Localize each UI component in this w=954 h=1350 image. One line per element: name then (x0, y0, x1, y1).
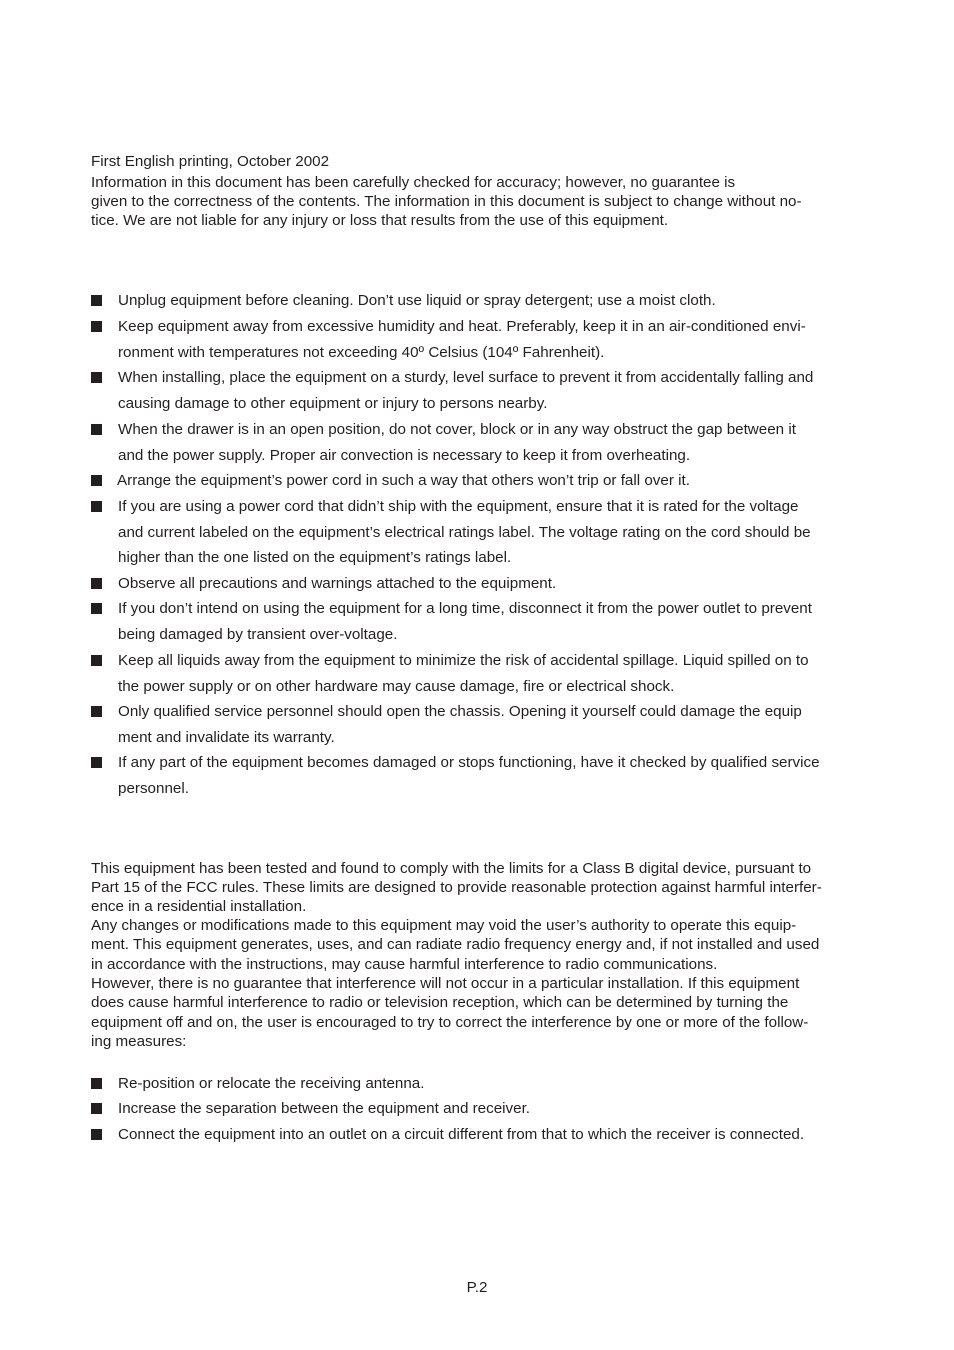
fcc-line: does cause harmful interference to radio or television reception, which can be determined by turning the (91, 994, 789, 1011)
list-item-text: Re-position or relocate the receiving antenna. (118, 1075, 425, 1092)
list-item-text: higher than the one listed on the equipment’s ratings label. (118, 549, 512, 567)
list-item-text: and current labeled on the equipment’s electrical ratings label. The voltage rating on the cord should be (118, 523, 811, 541)
list-item-text: Only qualified service personnel should open the chassis. Opening it yourself could damage the equip (118, 703, 802, 720)
square-bullet-icon (91, 1078, 102, 1089)
intro-line: tice. We are not liable for any injury or loss that results from the use of this equipment. (91, 212, 669, 229)
intro-line: given to the correctness of the contents. The information in this document is subject to change without no- (91, 193, 802, 210)
fcc-line: Any changes or modifications made to this equipment may void the user’s authority to operate this equip- (91, 917, 797, 934)
list-item-text: Observe all precautions and warnings attached to the equipment. (118, 575, 557, 592)
list-item-text: Unplug equipment before cleaning. Don’t use liquid or spray detergent; use a moist cloth. (118, 292, 716, 309)
list-item-text: being damaged by transient over-voltage. (118, 625, 398, 643)
fcc-line: Part 15 of the FCC rules. These limits are designed to provide reasonable protection against harmful interfer- (91, 879, 822, 896)
intro-line: First English printing, October 2002 (91, 153, 330, 170)
square-bullet-icon (91, 1129, 102, 1140)
list-item-text: If you are using a power cord that didn’t ship with the equipment, ensure that it is rated for the voltage (118, 498, 799, 515)
fcc-line: ing measures: (91, 1033, 187, 1050)
list-item-text: Keep equipment away from excessive humidity and heat. Preferably, keep it in an air-conditioned envi- (118, 318, 806, 335)
list-item-text: Increase the separation between the equipment and receiver. (118, 1100, 531, 1117)
list-item-text: causing damage to other equipment or injury to persons nearby. (118, 394, 548, 412)
square-bullet-icon (91, 578, 102, 589)
square-bullet-icon (91, 501, 102, 512)
list-item-text: If you don’t intend on using the equipment for a long time, disconnect it from the power outlet to prevent (118, 600, 812, 617)
list-item-text: ronment with temperatures not exceeding 40º Celsius (104º Fahrenheit). (118, 343, 605, 361)
fcc-line: This equipment has been tested and found to comply with the limits for a Class B digital device, pursuant to (91, 860, 812, 877)
intro-line: Information in this document has been carefully checked for accuracy; however, no guarantee is (91, 174, 736, 191)
square-bullet-icon (91, 295, 102, 306)
list-item-text: Connect the equipment into an outlet on a circuit different from that to which the receiver is connected. (118, 1126, 805, 1143)
list-item-text: Keep all liquids away from the equipment to minimize the risk of accidental spillage. Liquid spilled on to (118, 652, 809, 669)
square-bullet-icon (91, 372, 102, 383)
list-item-text: the power supply or on other hardware may cause damage, fire or electrical shock. (118, 677, 675, 695)
square-bullet-icon (91, 706, 102, 717)
fcc-line: ment. This equipment generates, uses, and can radiate radio frequency energy and, if not installed and used (91, 936, 820, 953)
square-bullet-icon (91, 655, 102, 666)
page-number: P.2 (466, 1279, 488, 1296)
list-item-text: and the power supply. Proper air convection is necessary to keep it from overheating. (118, 446, 691, 464)
list-item-text: personnel. (118, 779, 189, 797)
square-bullet-icon (91, 321, 102, 332)
fcc-line: equipment off and on, the user is encouraged to try to correct the interference by one or more of the follow- (91, 1014, 809, 1031)
list-item-text: Arrange the equipment’s power cord in such a way that others won’t trip or fall over it. (117, 472, 690, 489)
square-bullet-icon (91, 603, 102, 614)
fcc-line: ence in a residential installation. (91, 898, 307, 915)
square-bullet-icon (91, 757, 102, 768)
square-bullet-icon (91, 475, 102, 486)
fcc-line: However, there is no guarantee that interference will not occur in a particular installation. If this equipment (91, 975, 800, 992)
list-item-text: When installing, place the equipment on a sturdy, level surface to prevent it from accidentally falling and (118, 369, 814, 386)
list-item-text: If any part of the equipment becomes damaged or stops functioning, have it checked by qualified service (118, 754, 820, 771)
list-item-text: ment and invalidate its warranty. (118, 728, 335, 746)
square-bullet-icon (91, 424, 102, 435)
list-item-text: When the drawer is in an open position, do not cover, block or in any way obstruct the gap between it (118, 421, 796, 438)
square-bullet-icon (91, 1103, 102, 1114)
fcc-line: in accordance with the instructions, may cause harmful interference to radio communications. (91, 956, 718, 973)
